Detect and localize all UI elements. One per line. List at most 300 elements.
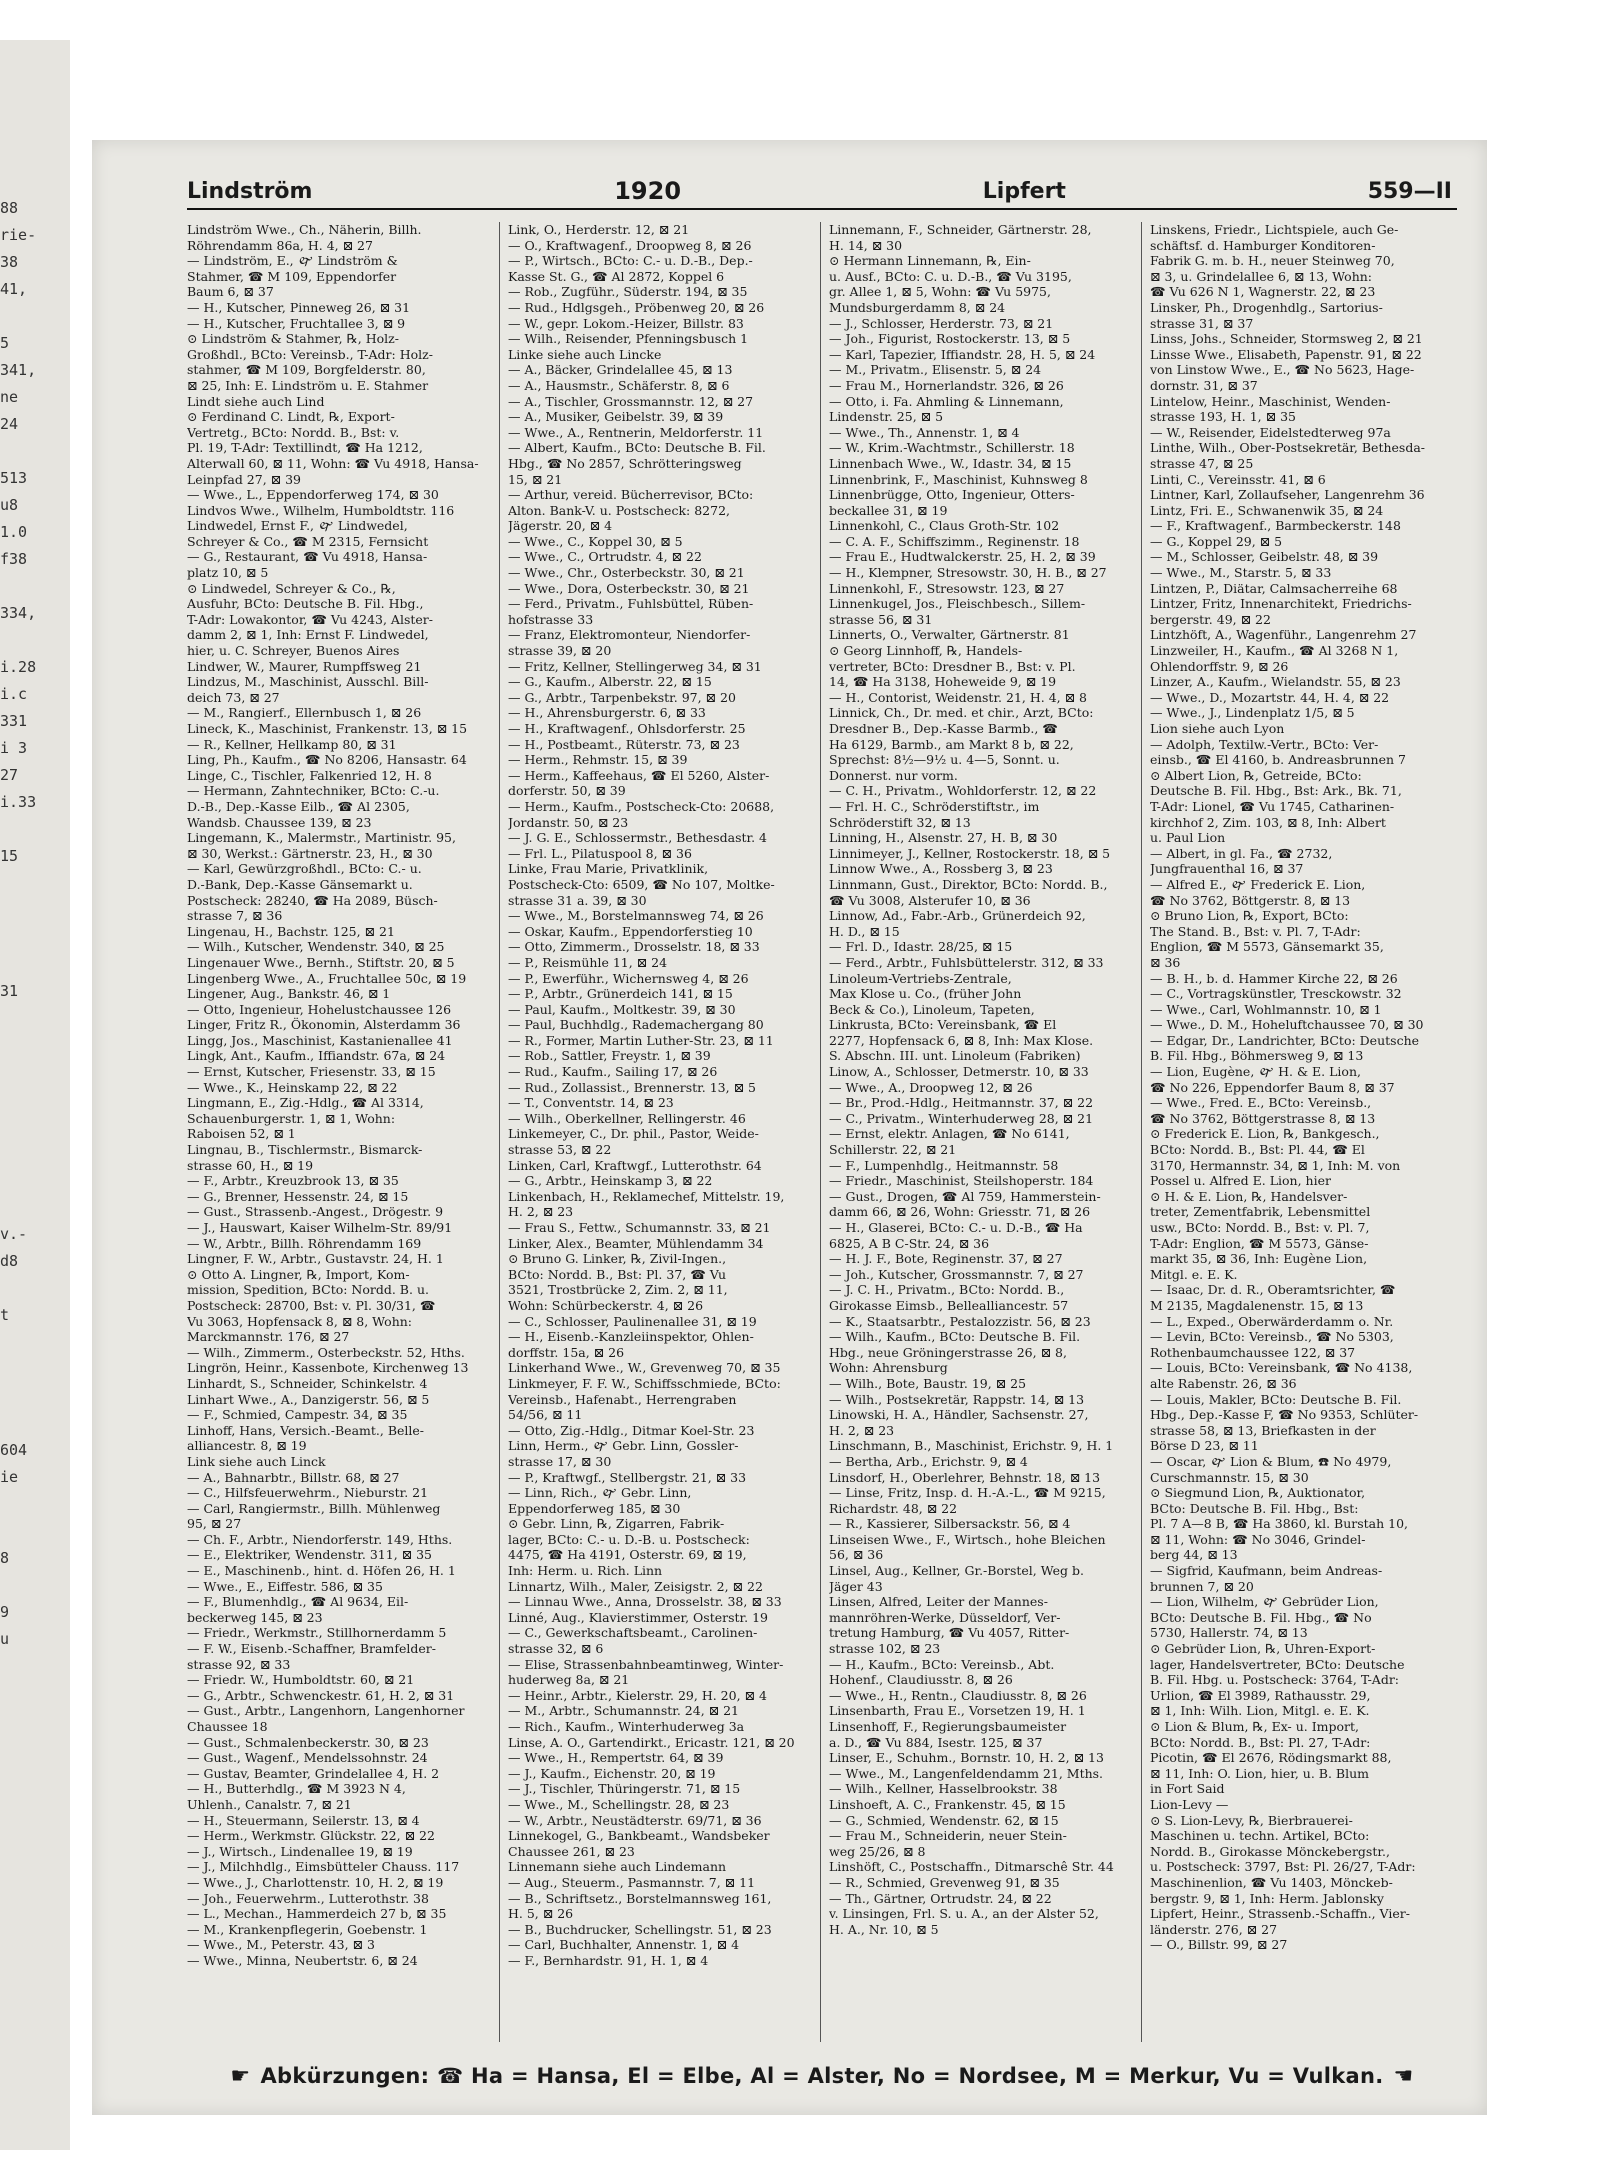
directory-entry: — Otto, Zimmerm., Drosselstr. 18, ⊠ 33 — [508, 939, 760, 955]
fragment-line — [0, 897, 60, 924]
directory-entry: — J., Schlosser, Herderstr. 73, ⊠ 21 — [829, 315, 1054, 331]
directory-entry: platz 10, ⊠ 5 — [187, 565, 269, 581]
directory-entry: B. Fil. Hbg. u. Postscheck: 3764, T-Adr: — [1150, 1672, 1400, 1688]
directory-entry: 3521, Trostbrücke 2, Zim. 2, ⊠ 11, — [508, 1282, 728, 1298]
directory-entry: 14, ☎ Ha 3138, Hoheweide 9, ⊠ 19 — [829, 674, 1057, 690]
directory-entry: weg 25/26, ⊠ 8 — [829, 1843, 926, 1859]
directory-entry: ☎ No 226, Eppendorfer Baum 8, ⊠ 37 — [1150, 1079, 1395, 1095]
fragment-line — [0, 870, 60, 897]
directory-entry: — K., Staatsarbtr., Pestalozzistr. 56, ⊠ 23 — [829, 1313, 1091, 1329]
directory-entry: — Wwe., A., Rentnerin, Meldorferstr. 11 — [508, 424, 764, 440]
directory-entry: — W., Reisender, Eidelstedterweg 97a — [1150, 424, 1391, 440]
directory-entry: Börse D 23, ⊠ 11 — [1150, 1438, 1259, 1454]
directory-entry: ⊙ Siegmund Lion, ℞, Auktionator, — [1150, 1485, 1366, 1501]
directory-entry: S. Abschn. III. unt. Linoleum (Fabriken) — [829, 1048, 1081, 1064]
directory-entry: bergstr. 9, ⊠ 1, Inh: Herm. Jablonsky — [1150, 1890, 1384, 1906]
directory-entry: — G., Arbtr., Heinskamp 3, ⊠ 22 — [508, 1173, 713, 1189]
directory-entry: lager, Handelsvertreter, BCto: Deutsche — [1150, 1656, 1405, 1672]
directory-entry: strasse 17, ⊠ 30 — [508, 1453, 612, 1469]
directory-entry: strasse 47, ⊠ 25 — [1150, 455, 1254, 471]
directory-entry: — H., Klempner, Stresowstr. 30, H. B., ⊠ 27 — [829, 565, 1107, 581]
directory-entry: beckallee 31, ⊠ 19 — [829, 502, 948, 518]
directory-entry: Lingener, Aug., Bankstr. 46, ⊠ 1 — [187, 986, 391, 1002]
directory-entry: Deutsche B. Fil. Hbg., Bst: Ark., Bk. 71, — [1150, 783, 1402, 799]
directory-entry: Vertretg., BCto: Nordd. B., Bst: v. — [187, 424, 400, 440]
fragment-line: 88 — [0, 199, 19, 217]
directory-entry: ⊙ H. & E. Lion, ℞, Handelsver- — [1150, 1188, 1348, 1204]
directory-entry: 4475, ☎ Ha 4191, Osterstr. 69, ⊠ 19, — [508, 1547, 747, 1563]
directory-entry: Linnemann siehe auch Lindemann — [508, 1859, 727, 1875]
directory-entry: Hbg., neue Gröningerstrasse 26, ⊠ 8, — [829, 1344, 1067, 1360]
directory-entry: Sprechst: 8½—9½ u. 4—5, Sonnt. u. — [829, 752, 1060, 768]
directory-entry: — P., Arbtr., Grünerdeich 141, ⊠ 15 — [508, 986, 733, 1002]
directory-entry: — Edgar, Dr., Landrichter, BCto: Deutsche — [1150, 1032, 1420, 1048]
fragment-line — [0, 1032, 60, 1059]
directory-entry: — Ernst, elektr. Anlagen, ☎ No 6141, — [829, 1126, 1070, 1142]
directory-entry: — Gust., Schmalenbeckerstr. 30, ⊠ 23 — [187, 1734, 429, 1750]
directory-entry: — J., Kaufm., Eichenstr. 20, ⊠ 19 — [508, 1765, 716, 1781]
directory-entry: Alterwall 60, ⊠ 11, Wohn: ☎ Vu 4918, Hansa- — [187, 455, 479, 471]
directory-entry: Linnenkugel, Jos., Fleischbesch., Sillem- — [829, 596, 1086, 612]
directory-entry: Linke, Frau Marie, Privatklinik, — [508, 861, 709, 877]
directory-entry: — G., Arbtr., Tarpenbekstr. 97, ⊠ 20 — [508, 689, 736, 705]
directory-entry: — H., Kraftwagenf., Ohlsdorferstr. 25 — [508, 721, 746, 736]
directory-entry: Uhlenh., Canalstr. 7, ⊠ 21 — [187, 1796, 352, 1812]
directory-entry: Linzweiler, H., Kaufm., ☎ Al 3268 N 1, — [1150, 643, 1399, 659]
directory-entry: u. Ausf., BCto: C. u. D.-B., ☎ Vu 3195, — [829, 268, 1072, 284]
directory-entry: H. A., Nr. 10, ⊠ 5 — [829, 1921, 939, 1937]
header-year: 1920 — [614, 177, 682, 205]
directory-entry: strasse 39, ⊠ 20 — [508, 643, 612, 659]
directory-entry: — Rob., Sattler, Freystr. 1, ⊠ 39 — [508, 1048, 711, 1064]
directory-entry: — Albert, Kaufm., BCto: Deutsche B. Fil. — [508, 440, 766, 456]
fragment-line: 15 — [0, 847, 19, 865]
directory-entry: Linnemann, F., Schneider, Gärtnerstr. 28, — [829, 222, 1092, 237]
directory-entry: Dresdner B., Dep.-Kasse Barmb., ☎ — [829, 721, 1058, 736]
directory-entry: Linti, C., Vereinsstr. 41, ⊠ 6 — [1150, 471, 1326, 487]
fragment-line — [0, 1329, 60, 1356]
directory-entry: Linseisen Wwe., F., Wirtsch., hohe Bleichen — [829, 1531, 1106, 1547]
fragment-line: u — [0, 1630, 10, 1648]
directory-entry: — P., Kraftwgf., Stellbergstr. 21, ⊠ 33 — [508, 1469, 747, 1485]
directory-entry: — M., Privatm., Elisenstr. 5, ⊠ 24 — [829, 362, 1042, 378]
directory-columns — [187, 222, 1462, 2042]
directory-entry: strasse 53, ⊠ 22 — [508, 1142, 612, 1158]
directory-entry: Lingnau, B., Tischlermstr., Bismarck- — [187, 1142, 423, 1158]
directory-entry: Postscheck: 28700, Bst: v. Pl. 30/31, ☎ — [187, 1297, 436, 1313]
directory-entry: — H., Kutscher, Pinneweg 26, ⊠ 31 — [187, 299, 411, 315]
directory-entry: BCto: Deutsche B. Fil. Hbg., ☎ No — [1150, 1609, 1372, 1625]
directory-entry: Linhoff, Hans, Versich.-Beamt., Belle- — [187, 1422, 425, 1438]
directory-entry: — H., Ahrensburgerstr. 6, ⊠ 33 — [508, 705, 706, 721]
directory-entry: Linnick, Ch., Dr. med. et chir., Arzt, BCto: — [829, 705, 1094, 721]
directory-entry: 95, ⊠ 27 — [187, 1516, 242, 1532]
fragment-line — [0, 1140, 60, 1167]
directory-entry: — A., Bäcker, Grindelallee 45, ⊠ 13 — [508, 362, 733, 378]
directory-entry: — Oskar, Kaufm., Eppendorferstieg 10 — [508, 923, 753, 939]
directory-entry: — H., Glaserei, BCto: C.- u. D.-B., ☎ Ha — [829, 1220, 1083, 1235]
directory-entry: — F., Blumenhdlg., ☎ Al 9634, Eil- — [187, 1594, 409, 1610]
directory-entry: Linnenkohl, F., Stresowstr. 123, ⊠ 27 — [829, 580, 1065, 596]
directory-entry: Röhrendamm 86a, H. 4, ⊠ 27 — [187, 237, 373, 253]
directory-entry: Linow, A., Schlosser, Detmerstr. 10, ⊠ 33 — [829, 1064, 1089, 1080]
directory-entry: — Ernst, Kutscher, Friesenstr. 33, ⊠ 15 — [187, 1064, 436, 1080]
fragment-line — [0, 1356, 60, 1383]
directory-entry: — Gust., Strassenb.-Angest., Drögestr. 9 — [187, 1204, 444, 1220]
directory-entry: tretung Hamburg, ☎ Vu 4057, Ritter- — [829, 1625, 1070, 1641]
directory-entry: Lintzer, Fritz, Innenarchitekt, Friedrichs- — [1150, 596, 1412, 612]
directory-entry: Ohlendorffstr. 9, ⊠ 26 — [1150, 658, 1289, 674]
directory-entry: — J., Tischler, Thüringerstr. 71, ⊠ 15 — [508, 1781, 741, 1797]
directory-entry: T-Adr: Lionel, ☎ Vu 1745, Catharinen- — [1150, 798, 1395, 814]
directory-entry: — Wilh., Kaufm., BCto: Deutsche B. Fil. — [829, 1329, 1081, 1345]
directory-entry: Lingenau, H., Bachstr. 125, ⊠ 21 — [187, 923, 395, 939]
directory-entry: — Joh., Kutscher, Grossmannstr. 7, ⊠ 27 — [829, 1266, 1084, 1282]
directory-entry: D.-B., Dep.-Kasse Eilb., ☎ Al 2305, — [187, 798, 410, 814]
directory-entry: — F. W., Eisenb.-Schaffner, Bramfelder- — [187, 1641, 436, 1657]
directory-entry: Chaussee 261, ⊠ 23 — [508, 1843, 635, 1859]
directory-entry: H. 14, ⊠ 30 — [829, 237, 903, 253]
directory-entry: — F., Schmied, Campestr. 34, ⊠ 35 — [187, 1407, 408, 1423]
directory-entry: — F., Lumpenhdlg., Heitmannstr. 58 — [829, 1157, 1059, 1173]
directory-entry: ⊠ 25, Inh: E. Lindström u. E. Stahmer — [187, 377, 429, 393]
fragment-line: 27 — [0, 766, 19, 784]
directory-entry: Kasse St. G., ☎ Al 2872, Koppel 6 — [508, 268, 725, 284]
fragment-line — [0, 438, 60, 465]
directory-entry: Linowski, H. A., Händler, Sachsenstr. 27, — [829, 1407, 1089, 1423]
directory-entry: Pl. 19, T-Adr: Textillindt, ☎ Ha 1212, — [187, 440, 423, 456]
directory-entry: ⊙ Albert Lion, ℞, Getreide, BCto: — [1150, 767, 1362, 783]
directory-entry: Maschinen u. techn. Artikel, BCto: — [1150, 1828, 1370, 1844]
directory-entry: Großhdl., BCto: Vereinsb., T-Adr: Holz- — [187, 346, 433, 362]
directory-entry: Linsse Wwe., Elisabeth, Papenstr. 91, ⊠ 22 — [1150, 346, 1422, 362]
fragment-line: 41, — [0, 280, 28, 298]
fragment-line: ne — [0, 388, 19, 406]
directory-entry: lager, BCto: C.- u. D.-B. u. Postscheck: — [508, 1531, 750, 1547]
directory-entry: — Levin, BCto: Vereinsb., ☎ No 5303, — [1150, 1329, 1394, 1345]
directory-entry: ⊙ Lion & Blum, ℞, Ex- u. Import, — [1150, 1719, 1360, 1734]
directory-entry: — Joh., Feuerwehrm., Lutterothstr. 38 — [187, 1890, 429, 1906]
directory-entry: brunnen 7, ⊠ 20 — [1150, 1578, 1254, 1594]
directory-entry: Richardstr. 48, ⊠ 22 — [829, 1500, 958, 1516]
fragment-line — [0, 573, 60, 600]
pointing-hand-left-icon: ☛ — [230, 2063, 251, 2089]
directory-entry: — Frau M., Schneiderin, neuer Stein- — [829, 1828, 1067, 1844]
directory-entry: — G., Schmied, Wendenstr. 62, ⊠ 15 — [829, 1812, 1059, 1828]
directory-entry: Linnenbrink, F., Maschinist, Kuhnsweg 8 — [829, 471, 1088, 487]
directory-entry: Hbg., ☎ No 2857, Schrötteringsweg — [508, 455, 742, 471]
directory-entry: BCto: Nordd. B., Bst: Pl. 37, ☎ Vu — [508, 1266, 727, 1282]
directory-entry: Vereinsb., Hafenabt., Herrengraben — [508, 1391, 737, 1407]
directory-entry: Lindzus, M., Maschinist, Ausschl. Bill- — [187, 674, 429, 690]
directory-entry: — Louis, BCto: Vereinsbank, ☎ No 4138, — [1150, 1360, 1413, 1376]
directory-entry: — Gust., Arbtr., Langenhorn, Langenhorner — [187, 1703, 465, 1719]
directory-entry: Lion-Levy — — [1150, 1796, 1229, 1812]
directory-entry: Ausfuhr, BCto: Deutsche B. Fil. Hbg., — [187, 596, 424, 612]
directory-entry: — W., Krim.-Wachtmstr., Schillerstr. 18 — [829, 440, 1075, 456]
directory-entry: — Oscar, 🙰 Lion & Blum, ☎ No 4979, — [1150, 1453, 1392, 1469]
directory-entry: Lintzen, P., Diätar, Calmsacherreihe 68 — [1150, 580, 1398, 596]
directory-entry: Wandsb. Chaussee 139, ⊠ 23 — [187, 814, 372, 830]
directory-entry: — Wwe., L., Eppendorferweg 174, ⊠ 30 — [187, 487, 439, 503]
directory-entry: Lindwer, W., Maurer, Rumpffsweg 21 — [187, 658, 422, 674]
directory-entry: — G., Arbtr., Schwenckestr. 61, H. 2, ⊠ 31 — [187, 1687, 455, 1703]
directory-entry: BCto: Deutsche B. Fil. Hbg., Bst: — [1150, 1500, 1359, 1516]
directory-entry: Girokasse Eimsb., Bellealliancestr. 57 — [829, 1297, 1069, 1313]
directory-entry: Linzer, A., Kaufm., Wielandstr. 55, ⊠ 23 — [1150, 674, 1401, 690]
directory-entry: — Rich., Kaufm., Winterhuderweg 3a — [508, 1719, 745, 1734]
fragment-line: 604 — [0, 1441, 28, 1459]
directory-entry: — Wwe., Th., Annenstr. 1, ⊠ 4 — [829, 424, 1020, 440]
directory-entry: Linnenkohl, C., Claus Groth-Str. 102 — [829, 518, 1060, 534]
directory-entry: usw., BCto: Nordd. B., Bst: v. Pl. 7, — [1150, 1220, 1370, 1235]
directory-entry: damm 66, ⊠ 26, Wohn: Griesstr. 71, ⊠ 26 — [829, 1204, 1091, 1220]
directory-entry: damm 2, ⊠ 1, Inh: Ernst F. Lindwedel, — [187, 627, 429, 643]
directory-entry: schäftsf. d. Hamburger Konditoren- — [1150, 237, 1376, 253]
directory-entry: ⊙ Bruno Lion, ℞, Export, BCto: — [1150, 908, 1349, 924]
directory-entry: — Rud., Kaufm., Sailing 17, ⊠ 26 — [508, 1064, 718, 1080]
directory-entry: — Friedr., Werkmstr., Stillhornerdamm 5 — [187, 1625, 447, 1641]
directory-entry: — Fritz, Kellner, Stellingerweg 34, ⊠ 31 — [508, 658, 762, 674]
directory-entry: — O., Billstr. 99, ⊠ 27 — [1150, 1937, 1288, 1953]
directory-entry: — C., Gewerkschaftsbeamt., Carolinen- — [508, 1625, 758, 1641]
directory-entry: — Wilh., Zimmerm., Osterbeckstr. 52, Hths. — [187, 1344, 465, 1360]
directory-entry: ⊙ Gebr. Linn, ℞, Zigarren, Fabrik- — [508, 1516, 725, 1532]
directory-entry: Lindström Wwe., Ch., Näherin, Billh. — [187, 222, 422, 237]
header-right: Lipfert — [982, 178, 1066, 204]
directory-entry: H. 5, ⊠ 26 — [508, 1906, 574, 1922]
directory-entry: B. Fil. Hbg., Böhmersweg 9, ⊠ 13 — [1150, 1048, 1364, 1064]
directory-entry: Linken, Carl, Kraftwgf., Lutterothstr. 64 — [508, 1157, 762, 1173]
directory-entry: Lion siehe auch Lyon — [1150, 721, 1285, 736]
directory-entry: bergerstr. 49, ⊠ 22 — [1150, 611, 1271, 627]
directory-entry: — Wwe., Minna, Neubertstr. 6, ⊠ 24 — [187, 1952, 418, 1968]
directory-entry: mannröhren-Werke, Düsseldorf, Ver- — [829, 1609, 1061, 1625]
directory-entry: — Karl, Tapezier, Iffiandstr. 28, H. 5, ⊠ 24 — [829, 346, 1096, 362]
directory-entry: — Wwe., Chr., Osterbeckstr. 30, ⊠ 21 — [508, 565, 745, 581]
directory-entry: Linsdorf, H., Oberlehrer, Behnstr. 18, ⊠ 13 — [829, 1469, 1101, 1485]
page-header — [187, 174, 1452, 208]
fragment-line: rie- — [0, 226, 37, 244]
directory-entry: Linnartz, Wilh., Maler, Zeisigstr. 2, ⊠ 22 — [508, 1578, 763, 1594]
directory-entry: Vu 3063, Hopfensack 8, ⊠ 8, Wohn: — [187, 1313, 413, 1329]
directory-entry: — E., Elektriker, Wendenstr. 311, ⊠ 35 — [187, 1547, 433, 1563]
directory-entry: Linnenbach Wwe., W., Idastr. 34, ⊠ 15 — [829, 455, 1072, 471]
directory-entry: — Lindström, E., 🙰 Lindström & — [187, 253, 398, 269]
directory-entry: Linné, Aug., Klavierstimmer, Osterstr. 19 — [508, 1609, 769, 1625]
directory-entry: Englion, ☎ M 5573, Gänsemarkt 35, — [1150, 939, 1384, 955]
directory-entry: markt 35, ⊠ 36, Inh: Eugène Lion, — [1150, 1251, 1368, 1267]
directory-entry: The Stand. B., Bst: v. Pl. 7, T-Adr: — [1150, 923, 1361, 939]
directory-entry: — A., Hausmstr., Schäferstr. 8, ⊠ 6 — [508, 377, 730, 393]
directory-entry: — Frau M., Hornerlandstr. 326, ⊠ 26 — [829, 377, 1064, 393]
directory-entry: ☎ No 3762, Böttgerstr. 8, ⊠ 13 — [1150, 892, 1351, 908]
directory-entry: Lindt siehe auch Lind — [187, 393, 325, 409]
directory-entry: — G., Kaufm., Alberstr. 22, ⊠ 15 — [508, 674, 712, 690]
directory-entry: — H., Postbeamt., Rüterstr. 73, ⊠ 23 — [508, 736, 740, 752]
fragment-line — [0, 816, 60, 843]
directory-entry: Schreyer & Co., ☎ M 2315, Fernsicht — [187, 533, 429, 549]
directory-entry: Linsenbarth, Frau E., Vorsetzen 19, H. 1 — [829, 1703, 1086, 1719]
directory-entry: — Th., Gärtner, Ortrudstr. 24, ⊠ 22 — [829, 1890, 1052, 1906]
directory-entry: — Otto, Zig.-Hdlg., Ditmar Koel-Str. 23 — [508, 1422, 755, 1438]
directory-entry: — Ch. F., Arbtr., Niendorferstr. 149, Hths. — [187, 1531, 453, 1547]
fragment-line — [0, 1275, 60, 1302]
directory-entry: — R., Former, Martin Luther-Str. 23, ⊠ 11 — [508, 1032, 774, 1048]
directory-entry: Linker, Alex., Beamter, Mühlendamm 34 — [508, 1235, 764, 1251]
directory-entry: — Alfred E., 🙰 Frederick E. Lion, — [1150, 876, 1366, 892]
directory-entry: Rothenbaumchaussee 122, ⊠ 37 — [1150, 1344, 1356, 1360]
directory-entry: Alton. Bank-V. u. Postscheck: 8272, — [508, 502, 730, 518]
directory-entry: — P., Ewerführ., Wichernsweg 4, ⊠ 26 — [508, 970, 749, 986]
fragment-line — [0, 1086, 60, 1113]
fragment-line: ie — [0, 1468, 19, 1486]
directory-entry: Linsenhoff, F., Regierungsbaumeister — [829, 1719, 1067, 1734]
directory-entry: — H., Steuermann, Seilerstr. 13, ⊠ 4 — [187, 1812, 420, 1828]
directory-entry: — Herm., Kaffeehaus, ☎ El 5260, Alster- — [508, 767, 770, 783]
directory-entry: Linn, Herm., 🙰 Gebr. Linn, Gossler- — [508, 1438, 739, 1454]
directory-entry: Lintz, Fri. E., Schwanenwik 35, ⊠ 24 — [1150, 502, 1384, 518]
fragment-line: i 3 — [0, 739, 28, 757]
directory-entry: Curschmannstr. 15, ⊠ 30 — [1150, 1469, 1309, 1485]
directory-entry: — Wwe., D. M., Hoheluftchaussee 70, ⊠ 30 — [1150, 1017, 1424, 1033]
directory-entry: Lingrön, Heinr., Kassenbote, Kirchenweg 13 — [187, 1360, 469, 1376]
fragment-line: t — [0, 1306, 10, 1324]
directory-entry: Linschmann, B., Maschinist, Erichstr. 9, H. 1 — [829, 1438, 1114, 1454]
directory-entry: ⊠ 3, u. Grindelallee 6, ⊠ 13, Wohn: — [1150, 268, 1373, 284]
page-number: 559—II — [1367, 178, 1452, 204]
directory-entry: strasse 32, ⊠ 6 — [508, 1641, 604, 1657]
directory-entry: — R., Schmied, Grevenweg 91, ⊠ 35 — [829, 1874, 1060, 1890]
fragment-line: i.c — [0, 685, 28, 703]
directory-entry: — W., Arbtr., Neustädterstr. 69/71, ⊠ 36 — [508, 1812, 762, 1828]
directory-entry: — J. C. H., Privatm., BCto: Nordd. B., — [829, 1282, 1065, 1298]
header-rule — [187, 208, 1457, 210]
directory-entry: — C. A. F., Schiffszimm., Reginenstr. 18 — [829, 533, 1080, 549]
directory-entry: — Wilh., Kutscher, Wendenstr. 340, ⊠ 25 — [187, 939, 445, 955]
fragment-line — [0, 1167, 60, 1194]
directory-entry: stahmer, ☎ M 109, Borgfelderstr. 80, — [187, 362, 426, 378]
directory-entry: ⊙ Frederick E. Lion, ℞, Bankgesch., — [1150, 1126, 1380, 1142]
directory-entry: Linshöft, C., Postschaffn., Ditmarschê Str. 44 — [829, 1859, 1114, 1875]
directory-entry: — Albert, in gl. Fa., ☎ 2732, — [1150, 845, 1333, 861]
directory-entry: — Friedr., Maschinist, Steilshoperstr. 184 — [829, 1173, 1094, 1189]
directory-entry: dorffstr. 15a, ⊠ 26 — [508, 1344, 625, 1360]
directory-entry: Schröderstift 32, ⊠ 13 — [829, 814, 971, 830]
header-left: Lindström — [187, 178, 313, 204]
directory-entry: Linsker, Ph., Drogenhdlg., Sartorius- — [1150, 299, 1383, 315]
directory-entry: — Gust., Wagenf., Mendelssohnstr. 24 — [187, 1750, 428, 1766]
directory-entry: T-Adr: Lowakontor, ☎ Vu 4243, Alster- — [187, 611, 433, 627]
directory-entry: — Wwe., H., Rentn., Claudiusstr. 8, ⊠ 26 — [829, 1687, 1087, 1703]
directory-entry: — C. H., Privatm., Wohldorferstr. 12, ⊠ 22 — [829, 783, 1097, 799]
directory-entry: — Bertha, Arb., Erichstr. 9, ⊠ 4 — [829, 1453, 1028, 1469]
directory-entry: Schauenburgerstr. 1, ⊠ 1, Wohn: — [187, 1110, 396, 1126]
directory-entry: Lingner, F. W., Arbtr., Gustavstr. 24, H. 1 — [187, 1251, 444, 1267]
directory-entry: ⊙ Lindström & Stahmer, ℞, Holz- — [187, 331, 399, 347]
directory-entry: alte Rabenstr. 26, ⊠ 36 — [1150, 1375, 1297, 1391]
directory-entry: — Wwe., M., Langenfeldendamm 21, Mths. — [829, 1765, 1104, 1781]
directory-entry: BCto: Nordd. B., Bst: Pl. 44, ☎ El — [1150, 1142, 1365, 1158]
directory-entry: — Frl. D., Idastr. 28/25, ⊠ 15 — [829, 939, 1013, 955]
directory-entry: — Ferd., Privatm., Fuhlsbüttel, Rüben- — [508, 596, 754, 612]
directory-entry: Linkerhand Wwe., W., Grevenweg 70, ⊠ 35 — [508, 1360, 781, 1376]
directory-entry: Chaussee 18 — [187, 1719, 268, 1734]
directory-entry: — Gustav, Beamter, Grindelallee 4, H. 2 — [187, 1765, 440, 1781]
directory-entry: Jordanstr. 50, ⊠ 23 — [508, 814, 629, 830]
directory-entry: länderstr. 276, ⊠ 27 — [1150, 1921, 1278, 1937]
directory-entry: Leinpfad 27, ⊠ 39 — [187, 471, 302, 487]
directory-entry: — Wwe., J., Charlottenstr. 10, H. 2, ⊠ 19 — [187, 1874, 444, 1890]
directory-entry: Lingg, Jos., Maschinist, Kastanienallee 41 — [187, 1032, 453, 1048]
directory-entry: — Wwe., C., Koppel 30, ⊠ 5 — [508, 533, 683, 549]
directory-entry: — Herm., Werkmstr. Glückstr. 22, ⊠ 22 — [187, 1828, 435, 1844]
directory-entry: Pl. 7 A—8 B, ☎ Ha 3860, kl. Burstah 10, — [1150, 1516, 1409, 1532]
directory-entry: — B. H., b. d. Hammer Kirche 22, ⊠ 26 — [1150, 970, 1398, 986]
directory-entry: strasse 31, ⊠ 37 — [1150, 315, 1254, 331]
directory-entry: Lingemann, K., Malermstr., Martinistr. 95, — [187, 830, 456, 846]
directory-entry: ⊙ Bruno G. Linker, ℞, Zivil-Ingen., — [508, 1251, 727, 1267]
directory-entry: — L., Exped., Oberwärderdamm o. Nr. — [1150, 1313, 1394, 1329]
directory-entry: Linnekogel, G., Bankbeamt., Wandsbeker — [508, 1828, 770, 1844]
directory-entry: — B., Buchdrucker, Schellingstr. 51, ⊠ 23 — [508, 1921, 772, 1937]
directory-entry: von Linstow Wwe., E., ☎ No 5623, Hage- — [1150, 362, 1415, 378]
directory-entry: in Fort Said — [1150, 1781, 1225, 1797]
directory-entry: — Wwe., M., Starstr. 5, ⊠ 33 — [1150, 565, 1332, 581]
directory-entry: — C., Schlosser, Paulinenallee 31, ⊠ 19 — [508, 1313, 757, 1329]
directory-entry: — F., Bernhardstr. 91, H. 1, ⊠ 4 — [508, 1952, 709, 1968]
directory-entry: Postscheck-Cto: 6509, ☎ No 107, Moltke- — [508, 876, 775, 892]
directory-entry: strasse 56, ⊠ 31 — [829, 611, 933, 627]
directory-entry: Linsen, Alfred, Leiter der Mannes- — [829, 1594, 1048, 1610]
directory-entry: strasse 92, ⊠ 33 — [187, 1656, 291, 1672]
directory-entry: Baum 6, ⊠ 37 — [187, 284, 274, 300]
directory-entry: — Frau E., Hudtwalckerstr. 25, H. 2, ⊠ 39 — [829, 549, 1096, 565]
directory-entry: Lindenstr. 25, ⊠ 5 — [829, 409, 944, 425]
fragment-line: 334, — [0, 604, 37, 622]
directory-entry: huderweg 8a, ⊠ 21 — [508, 1672, 630, 1688]
directory-entry: — Karl, Gewürzgroßhdl., BCto: C.- u. — [187, 861, 422, 877]
directory-entry: ⊙ Gebrüder Lion, ℞, Uhren-Export- — [1150, 1641, 1376, 1657]
directory-entry: strasse 60, H., ⊠ 19 — [187, 1157, 314, 1173]
directory-entry: Ling, Ph., Kaufm., ☎ No 8206, Hansastr. 64 — [187, 752, 467, 768]
directory-entry: Linnimeyer, J., Kellner, Rostockerstr. 18, ⊠ 5 — [829, 845, 1111, 861]
directory-entry: — O., Kraftwagenf., Droopweg 8, ⊠ 26 — [508, 237, 752, 253]
directory-page — [92, 140, 1487, 2115]
directory-entry: 56, ⊠ 36 — [829, 1547, 884, 1563]
directory-entry: — Wwe., M., Peterstr. 43, ⊠ 3 — [187, 1937, 375, 1953]
directory-entry: hofstrasse 33 — [508, 611, 594, 627]
directory-entry: — Wwe., Dora, Osterbeckstr. 30, ⊠ 21 — [508, 580, 750, 596]
directory-entry: Link, O., Herderstr. 12, ⊠ 21 — [508, 222, 690, 237]
fragment-line — [0, 1113, 60, 1140]
directory-entry: — Otto, Ingenieur, Hohelustchaussee 126 — [187, 1001, 452, 1017]
fragment-line: 31 — [0, 982, 19, 1000]
directory-entry: — Paul, Kaufm., Moltkestr. 39, ⊠ 30 — [508, 1001, 736, 1017]
directory-entry: strasse 31 a. 39, ⊠ 30 — [508, 892, 647, 908]
directory-entry: — A., Tischler, Grossmannstr. 12, ⊠ 27 — [508, 393, 754, 409]
abbreviations-footer — [187, 2058, 1457, 2094]
directory-entry: — A., Musiker, Geibelstr. 39, ⊠ 39 — [508, 409, 724, 425]
directory-entry: — C., Vortragskünstler, Tresckowstr. 32 — [1150, 986, 1402, 1002]
directory-entry: — J., Hauswart, Kaiser Wilhelm-Str. 89/91 — [187, 1220, 453, 1235]
fragment-line — [0, 1518, 60, 1545]
directory-entry: — Wwe., Carl, Wohlmannstr. 10, ⊠ 1 — [1150, 1001, 1382, 1017]
directory-entry: Picotin, ☎ El 2676, Rödingsmarkt 88, — [1150, 1750, 1392, 1766]
column-1 — [187, 222, 500, 2042]
directory-entry: ⊠ 11, Wohn: ☎ No 3046, Grindel- — [1150, 1531, 1366, 1547]
directory-entry: — H., Butterhdlg., ☎ M 3923 N 4, — [187, 1781, 406, 1797]
